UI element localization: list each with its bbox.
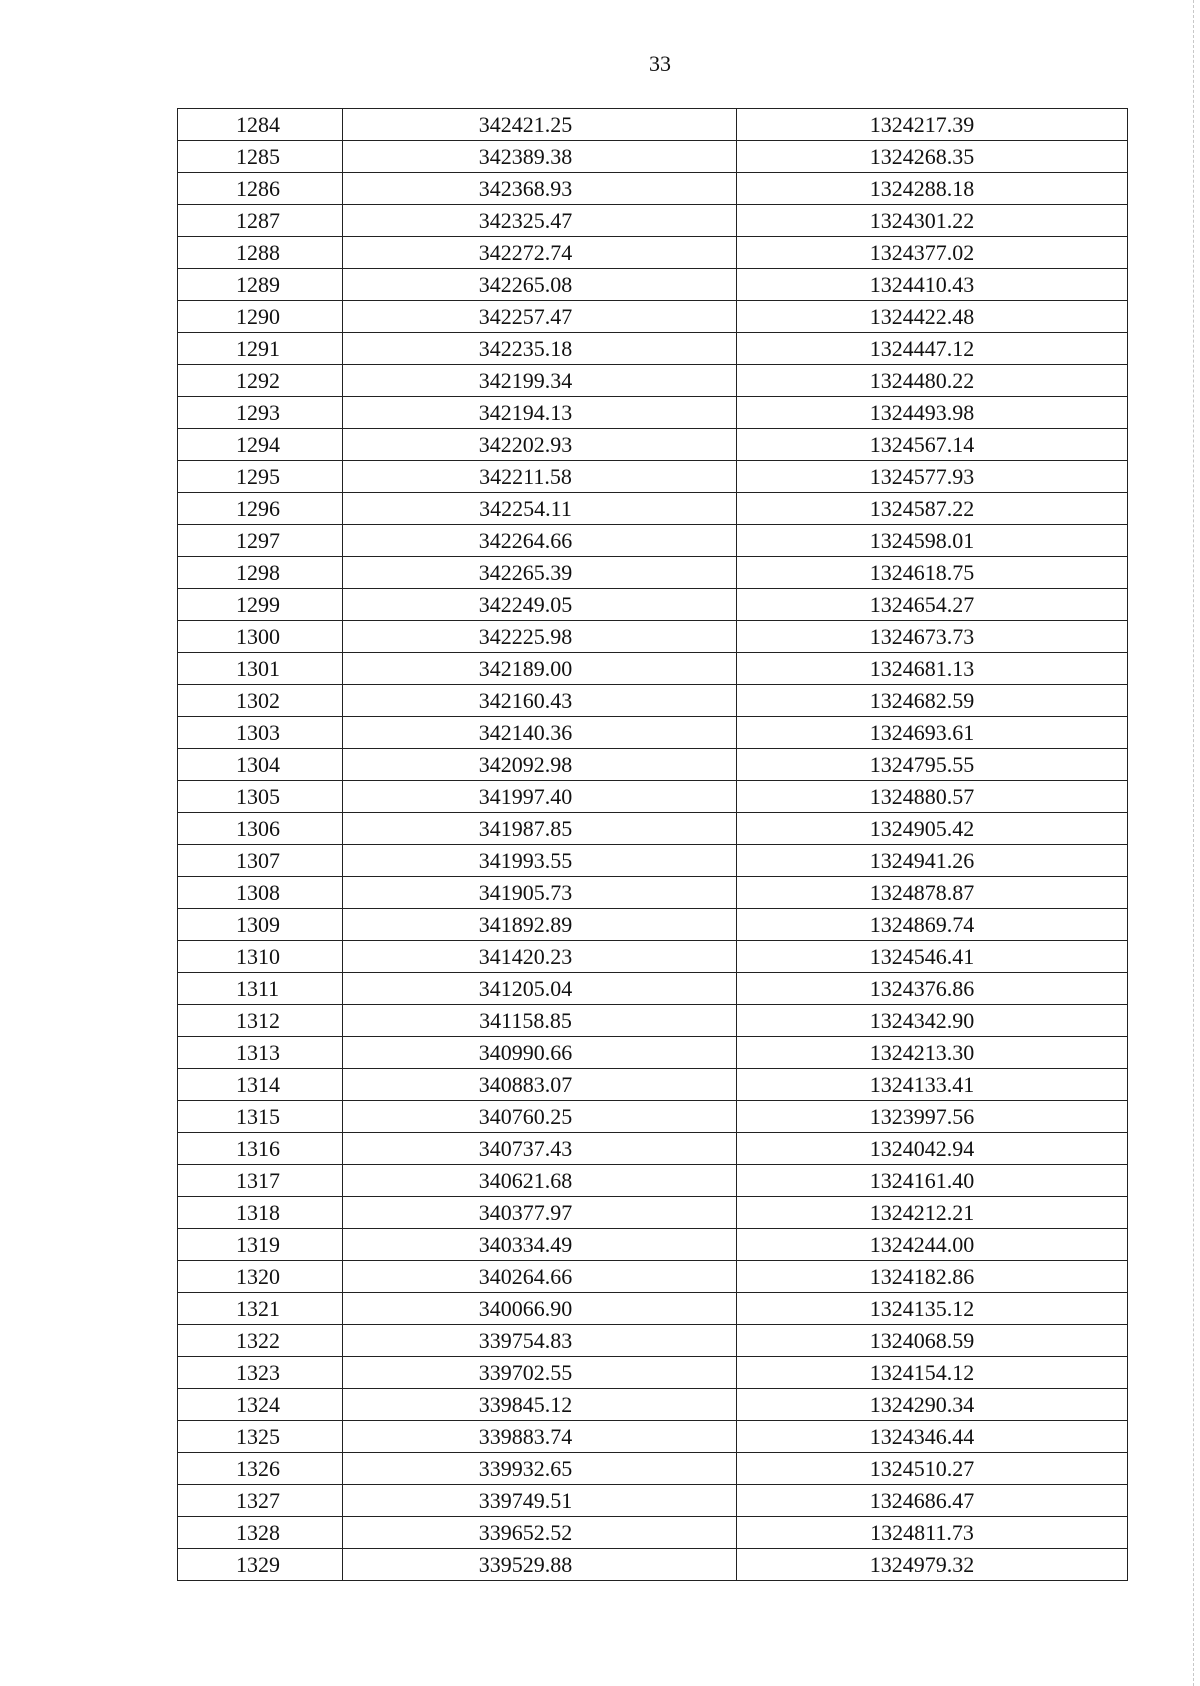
table-row bbox=[178, 1101, 1128, 1133]
table-row bbox=[178, 301, 1128, 333]
point-number-cell: 1292 bbox=[178, 365, 343, 397]
y-coordinate-cell: 1324410.43 bbox=[737, 269, 1128, 301]
y-coordinate-cell: 1324693.61 bbox=[737, 717, 1128, 749]
y-coordinate-cell: 1324577.93 bbox=[737, 461, 1128, 493]
table-row bbox=[178, 973, 1128, 1005]
point-number-cell: 1291 bbox=[178, 333, 343, 365]
table-row bbox=[178, 1485, 1128, 1517]
point-number-cell: 1315 bbox=[178, 1101, 343, 1133]
table-row bbox=[178, 333, 1128, 365]
table-row bbox=[178, 461, 1128, 493]
point-number-cell: 1284 bbox=[178, 109, 343, 141]
x-coordinate-cell: 342272.74 bbox=[343, 237, 737, 269]
y-coordinate-cell: 1324346.44 bbox=[737, 1421, 1128, 1453]
x-coordinate-cell: 342421.25 bbox=[343, 109, 737, 141]
table-row bbox=[178, 1453, 1128, 1485]
page-number: 33 bbox=[649, 51, 671, 76]
table-row bbox=[178, 877, 1128, 909]
table-row bbox=[178, 1133, 1128, 1165]
point-number-cell: 1312 bbox=[178, 1005, 343, 1037]
y-coordinate-cell: 1324587.22 bbox=[737, 493, 1128, 525]
point-number-cell: 1298 bbox=[178, 557, 343, 589]
table-row bbox=[178, 1261, 1128, 1293]
y-coordinate-cell: 1324681.13 bbox=[737, 653, 1128, 685]
table-row bbox=[178, 525, 1128, 557]
point-number-cell: 1327 bbox=[178, 1485, 343, 1517]
x-coordinate-cell: 341987.85 bbox=[343, 813, 737, 845]
x-coordinate-cell: 340066.90 bbox=[343, 1293, 737, 1325]
x-coordinate-cell: 342199.34 bbox=[343, 365, 737, 397]
point-number-cell: 1307 bbox=[178, 845, 343, 877]
y-coordinate-cell: 1324654.27 bbox=[737, 589, 1128, 621]
point-number-cell: 1290 bbox=[178, 301, 343, 333]
y-coordinate-cell: 1324212.21 bbox=[737, 1197, 1128, 1229]
x-coordinate-cell: 339883.74 bbox=[343, 1421, 737, 1453]
point-number-cell: 1303 bbox=[178, 717, 343, 749]
x-coordinate-cell: 340264.66 bbox=[343, 1261, 737, 1293]
point-number-cell: 1294 bbox=[178, 429, 343, 461]
point-number-cell: 1313 bbox=[178, 1037, 343, 1069]
y-coordinate-cell: 1324288.18 bbox=[737, 173, 1128, 205]
table-row bbox=[178, 717, 1128, 749]
table-row bbox=[178, 781, 1128, 813]
point-number-cell: 1288 bbox=[178, 237, 343, 269]
page-edge-line bbox=[1191, 0, 1194, 1686]
table-row bbox=[178, 1165, 1128, 1197]
y-coordinate-cell: 1324510.27 bbox=[737, 1453, 1128, 1485]
y-coordinate-cell: 1324682.59 bbox=[737, 685, 1128, 717]
y-coordinate-cell: 1324447.12 bbox=[737, 333, 1128, 365]
point-number-cell: 1318 bbox=[178, 1197, 343, 1229]
x-coordinate-cell: 339932.65 bbox=[343, 1453, 737, 1485]
y-coordinate-cell: 1324301.22 bbox=[737, 205, 1128, 237]
x-coordinate-cell: 339652.52 bbox=[343, 1517, 737, 1549]
y-coordinate-cell: 1324068.59 bbox=[737, 1325, 1128, 1357]
table-row bbox=[178, 749, 1128, 781]
x-coordinate-cell: 342189.00 bbox=[343, 653, 737, 685]
x-coordinate-cell: 342249.05 bbox=[343, 589, 737, 621]
x-coordinate-cell: 342225.98 bbox=[343, 621, 737, 653]
x-coordinate-cell: 339702.55 bbox=[343, 1357, 737, 1389]
table-row bbox=[178, 1517, 1128, 1549]
x-coordinate-cell: 339529.88 bbox=[343, 1549, 737, 1581]
x-coordinate-cell: 341905.73 bbox=[343, 877, 737, 909]
table-row bbox=[178, 1293, 1128, 1325]
table-row bbox=[178, 1357, 1128, 1389]
x-coordinate-cell: 340621.68 bbox=[343, 1165, 737, 1197]
x-coordinate-cell: 342235.18 bbox=[343, 333, 737, 365]
y-coordinate-cell: 1324869.74 bbox=[737, 909, 1128, 941]
table-row bbox=[178, 429, 1128, 461]
x-coordinate-cell: 340737.43 bbox=[343, 1133, 737, 1165]
table-row bbox=[178, 621, 1128, 653]
point-number-cell: 1304 bbox=[178, 749, 343, 781]
x-coordinate-cell: 340883.07 bbox=[343, 1069, 737, 1101]
table-row bbox=[178, 1421, 1128, 1453]
point-number-cell: 1322 bbox=[178, 1325, 343, 1357]
table-row bbox=[178, 557, 1128, 589]
table-row bbox=[178, 589, 1128, 621]
y-coordinate-cell: 1324422.48 bbox=[737, 301, 1128, 333]
y-coordinate-cell: 1324880.57 bbox=[737, 781, 1128, 813]
table-row bbox=[178, 1037, 1128, 1069]
x-coordinate-cell: 341205.04 bbox=[343, 973, 737, 1005]
coordinates-table bbox=[177, 108, 1128, 1581]
point-number-cell: 1289 bbox=[178, 269, 343, 301]
point-number-cell: 1319 bbox=[178, 1229, 343, 1261]
point-number-cell: 1325 bbox=[178, 1421, 343, 1453]
table-row bbox=[178, 813, 1128, 845]
point-number-cell: 1293 bbox=[178, 397, 343, 429]
point-number-cell: 1309 bbox=[178, 909, 343, 941]
y-coordinate-cell: 1324154.12 bbox=[737, 1357, 1128, 1389]
point-number-cell: 1310 bbox=[178, 941, 343, 973]
x-coordinate-cell: 342140.36 bbox=[343, 717, 737, 749]
y-coordinate-cell: 1324290.34 bbox=[737, 1389, 1128, 1421]
y-coordinate-cell: 1324133.41 bbox=[737, 1069, 1128, 1101]
point-number-cell: 1287 bbox=[178, 205, 343, 237]
x-coordinate-cell: 340760.25 bbox=[343, 1101, 737, 1133]
point-number-cell: 1329 bbox=[178, 1549, 343, 1581]
x-coordinate-cell: 342265.08 bbox=[343, 269, 737, 301]
y-coordinate-cell: 1324567.14 bbox=[737, 429, 1128, 461]
point-number-cell: 1285 bbox=[178, 141, 343, 173]
y-coordinate-cell: 1324686.47 bbox=[737, 1485, 1128, 1517]
x-coordinate-cell: 340334.49 bbox=[343, 1229, 737, 1261]
x-coordinate-cell: 342202.93 bbox=[343, 429, 737, 461]
y-coordinate-cell: 1324673.73 bbox=[737, 621, 1128, 653]
y-coordinate-cell: 1324182.86 bbox=[737, 1261, 1128, 1293]
x-coordinate-cell: 342092.98 bbox=[343, 749, 737, 781]
y-coordinate-cell: 1324244.00 bbox=[737, 1229, 1128, 1261]
y-coordinate-cell: 1324811.73 bbox=[737, 1517, 1128, 1549]
point-number-cell: 1328 bbox=[178, 1517, 343, 1549]
point-number-cell: 1311 bbox=[178, 973, 343, 1005]
table-row bbox=[178, 685, 1128, 717]
x-coordinate-cell: 342257.47 bbox=[343, 301, 737, 333]
table-row bbox=[178, 397, 1128, 429]
point-number-cell: 1308 bbox=[178, 877, 343, 909]
x-coordinate-cell: 339754.83 bbox=[343, 1325, 737, 1357]
point-number-cell: 1302 bbox=[178, 685, 343, 717]
table-row bbox=[178, 205, 1128, 237]
x-coordinate-cell: 341158.85 bbox=[343, 1005, 737, 1037]
y-coordinate-cell: 1324480.22 bbox=[737, 365, 1128, 397]
y-coordinate-cell: 1324135.12 bbox=[737, 1293, 1128, 1325]
x-coordinate-cell: 342211.58 bbox=[343, 461, 737, 493]
x-coordinate-cell: 341993.55 bbox=[343, 845, 737, 877]
y-coordinate-cell: 1324618.75 bbox=[737, 557, 1128, 589]
y-coordinate-cell: 1324878.87 bbox=[737, 877, 1128, 909]
point-number-cell: 1297 bbox=[178, 525, 343, 557]
point-number-cell: 1301 bbox=[178, 653, 343, 685]
point-number-cell: 1305 bbox=[178, 781, 343, 813]
point-number-cell: 1316 bbox=[178, 1133, 343, 1165]
table-row bbox=[178, 1229, 1128, 1261]
y-coordinate-cell: 1324546.41 bbox=[737, 941, 1128, 973]
x-coordinate-cell: 342160.43 bbox=[343, 685, 737, 717]
point-number-cell: 1314 bbox=[178, 1069, 343, 1101]
x-coordinate-cell: 342325.47 bbox=[343, 205, 737, 237]
y-coordinate-cell: 1324941.26 bbox=[737, 845, 1128, 877]
point-number-cell: 1324 bbox=[178, 1389, 343, 1421]
x-coordinate-cell: 341892.89 bbox=[343, 909, 737, 941]
x-coordinate-cell: 341420.23 bbox=[343, 941, 737, 973]
y-coordinate-cell: 1324377.02 bbox=[737, 237, 1128, 269]
point-number-cell: 1317 bbox=[178, 1165, 343, 1197]
table-row bbox=[178, 269, 1128, 301]
y-coordinate-cell: 1324213.30 bbox=[737, 1037, 1128, 1069]
table-row bbox=[178, 1389, 1128, 1421]
table-row bbox=[178, 109, 1128, 141]
point-number-cell: 1306 bbox=[178, 813, 343, 845]
x-coordinate-cell: 339845.12 bbox=[343, 1389, 737, 1421]
y-coordinate-cell: 1324161.40 bbox=[737, 1165, 1128, 1197]
y-coordinate-cell: 1324042.94 bbox=[737, 1133, 1128, 1165]
point-number-cell: 1295 bbox=[178, 461, 343, 493]
table-row bbox=[178, 1069, 1128, 1101]
table-row bbox=[178, 653, 1128, 685]
x-coordinate-cell: 342264.66 bbox=[343, 525, 737, 557]
table-row bbox=[178, 141, 1128, 173]
y-coordinate-cell: 1323997.56 bbox=[737, 1101, 1128, 1133]
table-row bbox=[178, 493, 1128, 525]
x-coordinate-cell: 339749.51 bbox=[343, 1485, 737, 1517]
y-coordinate-cell: 1324598.01 bbox=[737, 525, 1128, 557]
x-coordinate-cell: 342265.39 bbox=[343, 557, 737, 589]
table-row bbox=[178, 941, 1128, 973]
point-number-cell: 1299 bbox=[178, 589, 343, 621]
x-coordinate-cell: 342368.93 bbox=[343, 173, 737, 205]
table-row bbox=[178, 237, 1128, 269]
x-coordinate-cell: 340377.97 bbox=[343, 1197, 737, 1229]
x-coordinate-cell: 342194.13 bbox=[343, 397, 737, 429]
table-row bbox=[178, 1549, 1128, 1581]
y-coordinate-cell: 1324376.86 bbox=[737, 973, 1128, 1005]
point-number-cell: 1321 bbox=[178, 1293, 343, 1325]
x-coordinate-cell: 342254.11 bbox=[343, 493, 737, 525]
y-coordinate-cell: 1324268.35 bbox=[737, 141, 1128, 173]
table-row bbox=[178, 365, 1128, 397]
x-coordinate-cell: 342389.38 bbox=[343, 141, 737, 173]
table-row bbox=[178, 1197, 1128, 1229]
table-row bbox=[178, 1005, 1128, 1037]
point-number-cell: 1296 bbox=[178, 493, 343, 525]
y-coordinate-cell: 1324342.90 bbox=[737, 1005, 1128, 1037]
y-coordinate-cell: 1324493.98 bbox=[737, 397, 1128, 429]
y-coordinate-cell: 1324979.32 bbox=[737, 1549, 1128, 1581]
table-row bbox=[178, 1325, 1128, 1357]
table-row bbox=[178, 173, 1128, 205]
x-coordinate-cell: 340990.66 bbox=[343, 1037, 737, 1069]
point-number-cell: 1286 bbox=[178, 173, 343, 205]
coordinates-table-body bbox=[178, 109, 1128, 1581]
point-number-cell: 1300 bbox=[178, 621, 343, 653]
y-coordinate-cell: 1324217.39 bbox=[737, 109, 1128, 141]
point-number-cell: 1320 bbox=[178, 1261, 343, 1293]
point-number-cell: 1326 bbox=[178, 1453, 343, 1485]
y-coordinate-cell: 1324905.42 bbox=[737, 813, 1128, 845]
table-row bbox=[178, 909, 1128, 941]
y-coordinate-cell: 1324795.55 bbox=[737, 749, 1128, 781]
point-number-cell: 1323 bbox=[178, 1357, 343, 1389]
x-coordinate-cell: 341997.40 bbox=[343, 781, 737, 813]
table-row bbox=[178, 845, 1128, 877]
